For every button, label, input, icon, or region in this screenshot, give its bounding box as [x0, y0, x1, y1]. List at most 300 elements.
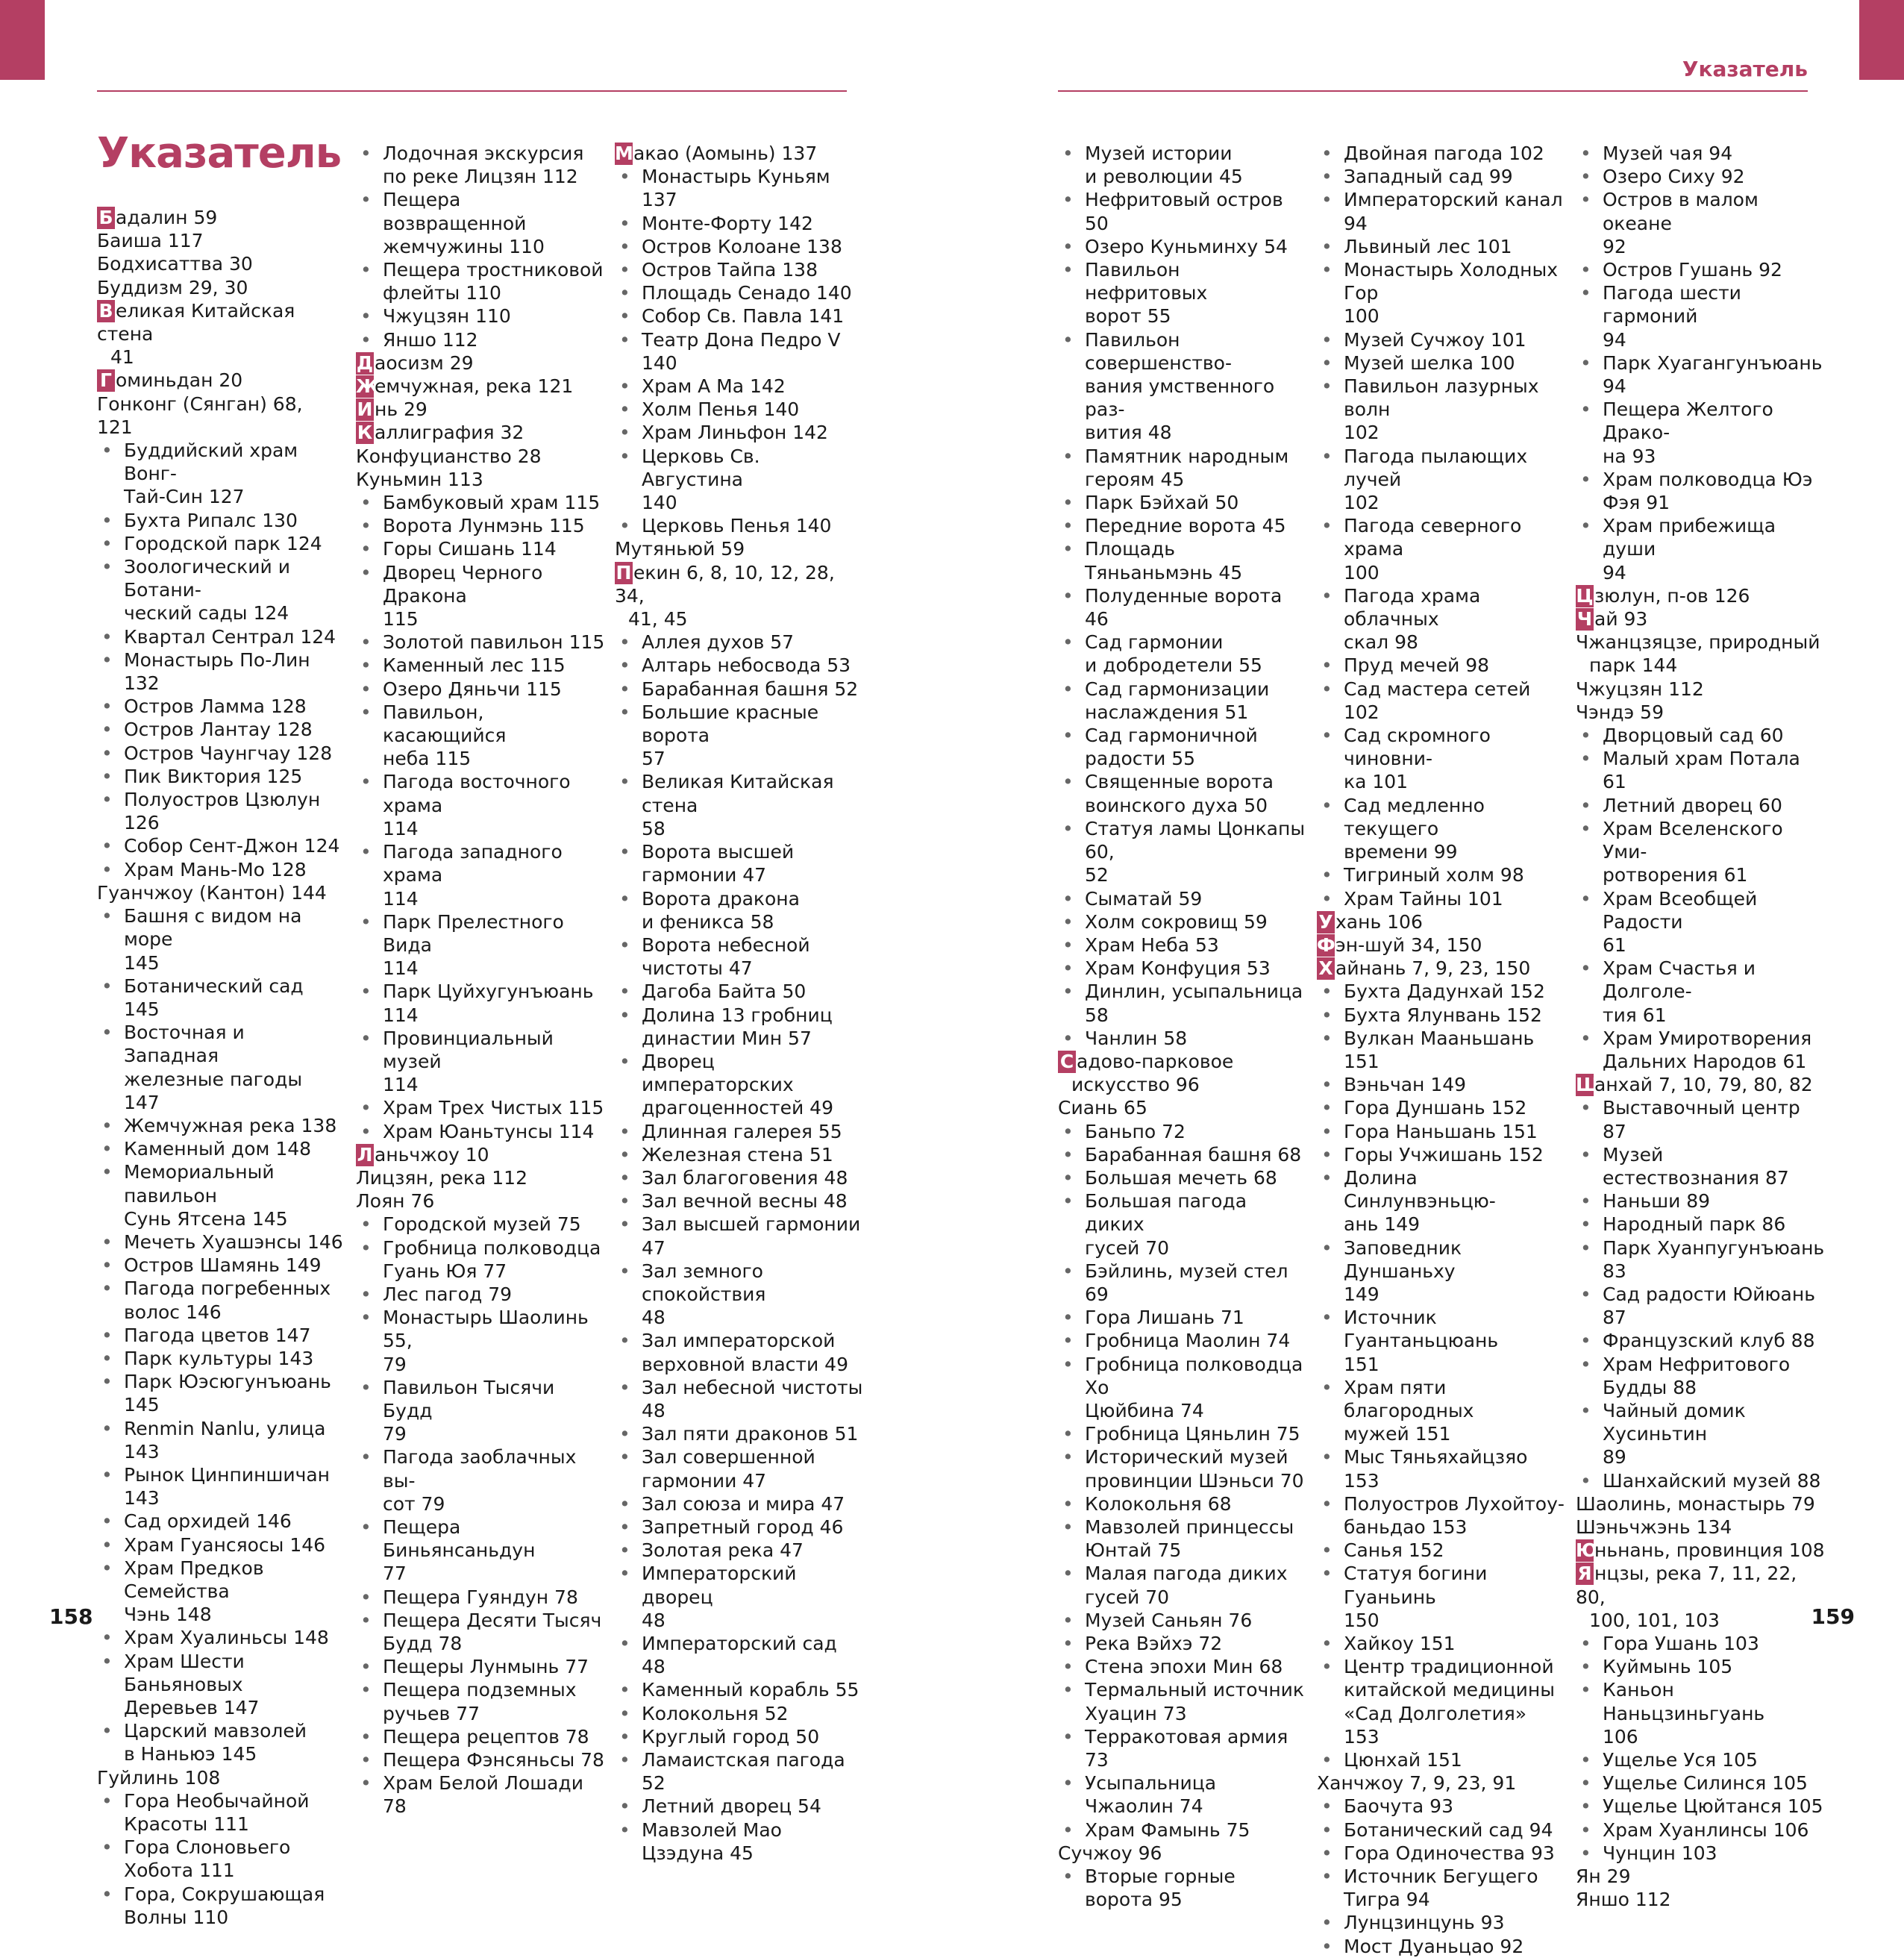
index-subentry: • Гробница полководца — [356, 1236, 606, 1260]
index-subentry: • Церковь Пенья 140 — [615, 514, 865, 537]
index-letter-entry — [1058, 1050, 1308, 1073]
index-subentry-continuation: и феникса 58 — [642, 910, 774, 933]
index-subentry-continuation: Будд 78 — [383, 1633, 463, 1654]
index-subentry-continuation: ань 149 — [1344, 1213, 1421, 1236]
index-subentry: • Озеро Сиху 92 — [1576, 165, 1826, 188]
index-subentry-continuation: 149 — [1344, 1283, 1380, 1305]
index-subentry-continuation: 52 — [1085, 864, 1109, 886]
index-letter-entry — [1317, 957, 1567, 980]
index-subentry-continuation: ворот 55 — [1085, 305, 1171, 328]
index-entry: Баиша 117 — [97, 230, 204, 252]
index-subentry: • Пагода заоблачных вы- — [356, 1445, 606, 1492]
index-subentry: • Собор Св. Павла 141 — [615, 304, 865, 328]
index-subentry: • Павильон, касающийся — [356, 701, 606, 747]
index-subentry: • Пещера Желтого Драко- — [1576, 398, 1826, 444]
index-subentry-continuation: гармонии 47 — [642, 1469, 767, 1492]
index-subentry: • Горы Учжишань 152 — [1317, 1143, 1567, 1166]
index-subentry: • Храм Мань-Мо 128 — [97, 858, 343, 881]
index-subentry-continuation: 77 — [383, 1563, 407, 1585]
entry-text: ай 93 — [1594, 608, 1648, 631]
index-subentry: • Жемчужная река 138 — [97, 1114, 343, 1137]
index-subentry-continuation: вития 48 — [1085, 422, 1172, 444]
section-letter: Б — [97, 207, 115, 229]
index-subentry: • Малая пагода диких — [1058, 1562, 1308, 1585]
index-entry-continuation: 41 — [110, 346, 134, 369]
index-subentry: • Сад радости Юйюань 87 — [1576, 1283, 1826, 1329]
index-subentry: • Статуя ламы Цонкапы 60, — [1058, 817, 1308, 863]
index-subentry: • Пещера Десяти Тысяч — [356, 1609, 606, 1632]
index-subentry: • Провинциальный музей — [356, 1027, 606, 1073]
index-subentry: • Императорский канал 94 — [1317, 188, 1567, 234]
index-entry: Гонконг (Сянган) 68, 121 — [97, 392, 303, 438]
index-subentry: • Бухта Дадунхай 152 — [1317, 980, 1567, 1003]
index-subentry-continuation: героям 45 — [1085, 468, 1185, 490]
index-subentry: • Ворота Лунмэнь 115 — [356, 514, 606, 537]
left-thumb-tab — [0, 0, 45, 80]
index-entry: Мутяньюй 59 — [615, 538, 745, 560]
index-entry-continuation: парк 144 — [1589, 654, 1678, 677]
index-subentry: • Сад гармоничной — [1058, 724, 1308, 747]
index-subentry-continuation: Хобота 111 — [124, 1860, 235, 1882]
index-subentry: • Рынок Цинпиншичан 143 — [97, 1463, 343, 1510]
index-subentry: • Пагода храма облачных — [1317, 584, 1567, 631]
index-subentry: • Монастырь По-Лин 132 — [97, 648, 343, 695]
index-subentry: • Дворец Черного Дракона — [356, 561, 606, 607]
index-subentry: • Парк Хуанпугунъюань 83 — [1576, 1236, 1826, 1283]
index-letter-entry — [1317, 933, 1567, 957]
index-subentry: • Бамбуковый храм 115 — [356, 491, 606, 514]
entry-text: аллиграфия 32 — [375, 422, 524, 444]
index-subentry-continuation: 48 — [642, 1609, 666, 1631]
index-subentry: • Озеро Дяньчи 115 — [356, 678, 606, 701]
index-subentry: • Остров Шамянь 149 — [97, 1254, 343, 1277]
index-subentry: • Парк Прелестного Вида — [356, 910, 606, 957]
index-subentry: • Музей шелка 100 — [1317, 351, 1567, 375]
index-subentry-continuation: ческий сады 124 — [124, 602, 289, 625]
index-subentry: • Терракотовая армия 73 — [1058, 1725, 1308, 1771]
index-subentry: • Императорский дворец — [615, 1562, 865, 1608]
index-subentry: • Церковь Св. Августина — [615, 445, 865, 491]
index-subentry-continuation: 92 — [1603, 235, 1626, 257]
index-subentry-continuation: Фэя 91 — [1603, 492, 1670, 514]
index-subentry: • Мавзолей принцессы — [1058, 1516, 1308, 1539]
section-letter: Ю — [1576, 1539, 1598, 1562]
index-column-3 — [615, 142, 865, 1865]
index-entry: Конфуцианство 28 — [356, 445, 542, 467]
index-subentry: • Дворцовый сад 60 — [1576, 724, 1826, 747]
index-subentry: • Гора Лишань 71 — [1058, 1306, 1308, 1329]
index-subentry: • Зоологический и Ботани- — [97, 555, 343, 601]
index-entry: Ханчжоу 7, 9, 23, 91 — [1317, 1772, 1517, 1795]
section-letter: Д — [356, 351, 374, 374]
index-subentry: • Храм Тайны 101 — [1317, 887, 1567, 910]
section-letter: Л — [357, 1143, 373, 1166]
index-subentry: • Пещера возвращенной — [356, 188, 606, 234]
entry-text: аньчжоу 10 — [375, 1143, 489, 1166]
index-letter-entry — [356, 1143, 606, 1166]
index-subentry: • Пагода восточного храма — [356, 770, 606, 816]
index-subentry: • Сад медленно текущего — [1317, 794, 1567, 840]
index-subentry-continuation: Гуань Юя 77 — [383, 1260, 507, 1282]
right-header-rule — [1058, 90, 1808, 92]
index-subentry: • Мечеть Хуашэнсы 146 — [97, 1230, 343, 1254]
entry-text: нцзы, река 7, 11, 22, 80, — [1576, 1563, 1797, 1608]
index-subentry: • Храм А Ма 142 — [615, 375, 865, 398]
index-subentry: • Статуя богини Гуаньинь — [1317, 1562, 1567, 1608]
index-letter-entry — [97, 299, 343, 345]
index-subentry: • Храм Вселенского Уми- — [1576, 817, 1826, 863]
index-subentry-continuation: верховной власти 49 — [642, 1353, 848, 1375]
index-subentry-continuation: Красоты 111 — [124, 1813, 249, 1836]
index-subentry-continuation: неба 115 — [383, 748, 472, 770]
index-subentry: • Каменный дом 148 — [97, 1137, 343, 1160]
index-subentry-continuation: по реке Лицзян 112 — [383, 166, 578, 188]
index-subentry: • Вулкан Мааньшань 151 — [1317, 1027, 1567, 1073]
index-subentry: • Пещера рецептов 78 — [356, 1725, 606, 1748]
index-subentry-continuation: воинского духа 50 — [1085, 794, 1268, 816]
index-subentry: • Ущелье Цюйтанся 105 — [1576, 1795, 1826, 1818]
index-subentry: • Железная стена 51 — [615, 1143, 865, 1166]
index-subentry: • Музей естествознания 87 — [1576, 1143, 1826, 1189]
index-subentry: • Зал высшей гармонии 47 — [615, 1213, 865, 1259]
section-letter: М — [615, 143, 633, 164]
index-subentry: • Квартал Сентрал 124 — [97, 625, 343, 648]
index-subentry: • Колокольня 68 — [1058, 1492, 1308, 1516]
index-subentry: • Павильон Тысячи Будд — [356, 1376, 606, 1422]
index-entry: Гуйлинь 108 — [97, 1766, 221, 1789]
index-entry: Сиань 65 — [1058, 1097, 1147, 1119]
index-entry: Гуанчжоу (Кантон) 144 — [97, 881, 327, 904]
section-letter: П — [616, 561, 632, 584]
index-subentry: • Остров в малом океане — [1576, 188, 1826, 234]
entry-text: анхай 7, 10, 79, 80, 82 — [1594, 1074, 1813, 1096]
entry-text: еликая Китайская стена — [97, 299, 295, 345]
index-subentry: • Храм Линьфон 142 — [615, 421, 865, 444]
index-subentry: • Бухта Рипалс 130 — [97, 509, 343, 532]
index-letter-entry — [97, 206, 343, 229]
index-subentry: • Пик Виктория 125 — [97, 765, 343, 788]
index-subentry-continuation: сот 79 — [383, 1492, 445, 1515]
index-column-2 — [356, 142, 606, 1818]
index-subentry: • Остров Чаунгчау 128 — [97, 742, 343, 765]
index-subentry: • Двойная пагода 102 — [1317, 142, 1567, 165]
index-subentry-continuation: времени 99 — [1344, 841, 1458, 863]
index-entry-continuation: 41, 45 — [628, 608, 688, 631]
index-subentry-continuation: Цзэдуна 45 — [642, 1842, 754, 1864]
index-subentry: • Храм Фамынь 75 — [1058, 1818, 1308, 1842]
index-subentry: • Гробница Маолин 74 — [1058, 1329, 1308, 1352]
index-column-5 — [1317, 142, 1567, 1958]
index-subentry: • Мост Дуаньцао 92 — [1317, 1935, 1567, 1958]
index-subentry-continuation: Хуацин 73 — [1085, 1702, 1187, 1724]
index-subentry: • Чжуцзян 110 — [356, 304, 606, 328]
index-subentry-continuation: ротворения 61 — [1603, 864, 1748, 886]
index-subentry-continuation: 94 — [1603, 328, 1626, 351]
index-subentry-continuation: флейты 110 — [383, 282, 501, 304]
index-subentry: • Бухта Ялунвань 152 — [1317, 1004, 1567, 1027]
section-letter: Я — [1576, 1563, 1594, 1585]
index-subentry: • Пещера тростниковой — [356, 258, 606, 281]
index-subentry: • Алтарь небосвода 53 — [615, 654, 865, 677]
section-letter: Х — [1317, 957, 1335, 980]
index-subentry-continuation: династии Мин 57 — [642, 1027, 812, 1049]
index-subentry: • Парк Юэсюгунъюань 145 — [97, 1370, 343, 1416]
index-subentry: • Павильон совершенство- — [1058, 328, 1308, 375]
index-subentry-continuation: 94 — [1603, 561, 1626, 584]
index-subentry-continuation: Будды 88 — [1603, 1376, 1697, 1398]
index-subentry: • Императорский сад 48 — [615, 1632, 865, 1678]
index-subentry: • Полуостров Лухойтоу- — [1317, 1492, 1567, 1516]
index-subentry-continuation: вания умственного раз- — [1085, 375, 1275, 421]
index-subentry: • Сад орхидей 146 — [97, 1510, 343, 1533]
index-subentry: • Мавзолей Мао — [615, 1818, 865, 1842]
index-subentry: • Остров Гушань 92 — [1576, 258, 1826, 281]
index-subentry: • Зал союза и мира 47 — [615, 1492, 865, 1516]
index-subentry-continuation: Юнтай 75 — [1085, 1539, 1182, 1562]
index-subentry: • Монастырь Куньям 137 — [615, 165, 865, 211]
index-subentry: • Храм Всеобщей Радости — [1576, 887, 1826, 933]
index-entry: Чэндэ 59 — [1576, 701, 1664, 723]
index-subentry-continuation: «Сад Долголетия» 153 — [1344, 1702, 1527, 1748]
index-subentry: • Пещера Биньянсаньдун — [356, 1516, 606, 1562]
index-subentry: • Зал совершенной — [615, 1445, 865, 1468]
index-subentry-continuation: 58 — [642, 817, 666, 839]
index-subentry: • Парк Бэйхай 50 — [1058, 491, 1308, 514]
index-subentry: • Яншо 112 — [356, 328, 606, 351]
index-subentry: • Парк культуры 143 — [97, 1347, 343, 1370]
entry-text: ньнань, провинция 108 — [1594, 1539, 1825, 1562]
index-subentry: • Восточная и Западная — [97, 1021, 343, 1067]
index-subentry: • Великая Китайская стена — [615, 770, 865, 816]
index-subentry: • Исторический музей — [1058, 1445, 1308, 1468]
index-letter-entry — [1576, 1562, 1826, 1608]
index-subentry: • Пагода северного храма — [1317, 514, 1567, 560]
index-subentry-continuation: Деревьев 147 — [124, 1697, 260, 1718]
index-subentry-continuation: ручьев 77 — [383, 1702, 480, 1724]
right-thumb-tab — [1859, 0, 1904, 80]
index-subentry-continuation: 61 — [1603, 933, 1626, 956]
index-subentry: • Храм пяти благородных — [1317, 1376, 1567, 1422]
index-entry-continuation: 100, 101, 103 — [1589, 1609, 1720, 1631]
index-subentry: • Лунцзинцунь 93 — [1317, 1911, 1567, 1934]
index-subentry-continuation: 151 — [1344, 1353, 1380, 1375]
index-subentry-continuation: и добродетели 55 — [1085, 654, 1262, 677]
section-letter: Ш — [1576, 1074, 1599, 1096]
index-subentry: • Золотой павильон 115 — [356, 631, 606, 654]
index-subentry: • Сад скромного чиновни- — [1317, 724, 1567, 770]
entry-text: акао (Аомынь) 137 — [633, 143, 818, 164]
index-subentry: • Колокольня 52 — [615, 1702, 865, 1725]
index-letter-entry — [1576, 584, 1826, 607]
index-entry: Бодхисаттва 30 — [97, 253, 253, 275]
entry-text: екин 6, 8, 10, 12, 28, 34, — [615, 561, 835, 607]
index-letter-entry — [356, 398, 606, 421]
index-subentry: • Остров Лантау 128 — [97, 718, 343, 741]
index-subentry-continuation: волос 146 — [124, 1301, 222, 1323]
index-column-1 — [97, 206, 343, 1929]
index-subentry: • Ворота высшей — [615, 840, 865, 863]
index-subentry: • Музей Сучжоу 101 — [1317, 328, 1567, 351]
index-subentry: • Театр Дона Педро V 140 — [615, 328, 865, 375]
index-subentry: • Храм Хуалиньсы 148 — [97, 1626, 343, 1649]
index-subentry: • Наньши 89 — [1576, 1189, 1826, 1213]
index-subentry: • Пагода цветов 147 — [97, 1324, 343, 1347]
index-subentry-continuation: в Наньюэ 145 — [124, 1743, 257, 1765]
index-subentry: • Баньпо 72 — [1058, 1120, 1308, 1143]
index-subentry: • Музей чая 94 — [1576, 142, 1826, 165]
index-subentry: • Каменный лес 115 — [356, 654, 606, 677]
index-subentry: • Храм Гуансяосы 146 — [97, 1533, 343, 1557]
index-subentry: • Ламаистская пагода 52 — [615, 1748, 865, 1795]
index-subentry: • Монастырь Холодных Гор — [1317, 258, 1567, 304]
index-subentry: • Лодочная экскурсия — [356, 142, 606, 165]
section-letter: Г — [97, 369, 115, 392]
index-subentry: • Ворота дракона — [615, 887, 865, 910]
index-letter-entry — [97, 369, 343, 392]
section-letter: Ф — [1317, 933, 1335, 956]
section-letter: В — [97, 300, 115, 322]
index-subentry: • Храм Умиротворения — [1576, 1027, 1826, 1050]
index-subentry: • Каньон Наньцзиньгуань — [1576, 1678, 1826, 1724]
index-subentry-continuation: и революции 45 — [1085, 166, 1243, 188]
index-subentry: • Барабанная башня 52 — [615, 678, 865, 701]
index-subentry-continuation: 100 — [1344, 305, 1380, 328]
index-subentry-continuation: 57 — [642, 748, 666, 770]
index-subentry: • Цюнхай 151 — [1317, 1748, 1567, 1771]
index-letter-entry — [356, 375, 606, 398]
index-subentry: • Парк Цуйхугунъюань 114 — [356, 980, 606, 1026]
index-subentry: • Ворота небесной — [615, 933, 865, 957]
index-entry: Шэньчжэнь 134 — [1576, 1516, 1732, 1538]
entry-text: айнань 7, 9, 23, 150 — [1335, 957, 1531, 980]
index-entry: Сучжоу 96 — [1058, 1842, 1162, 1864]
index-subentry-continuation: провинции Шэньси 70 — [1085, 1469, 1304, 1492]
index-subentry: • Музей истории — [1058, 142, 1308, 165]
index-subentry: • Малый храм Потала 61 — [1576, 747, 1826, 793]
entry-text: емчужная, река 121 — [375, 375, 574, 398]
index-subentry: • Павильон нефритовых — [1058, 258, 1308, 304]
index-subentry-continuation: Сунь Ятсена 145 — [124, 1207, 288, 1230]
index-subentry-continuation: Чэнь 148 — [124, 1604, 212, 1626]
index-subentry: • Передние ворота 45 — [1058, 514, 1308, 537]
index-subentry: • Мемориальный павильон — [97, 1160, 343, 1207]
index-subentry: • Большие красные ворота — [615, 701, 865, 747]
index-subentry-continuation: 106 — [1603, 1725, 1638, 1748]
index-subentry: • Санья 152 — [1317, 1539, 1567, 1562]
index-subentry-continuation: драгоценностей 49 — [642, 1097, 833, 1119]
index-letter-entry — [1576, 1539, 1826, 1562]
index-subentry-continuation: 114 — [383, 887, 419, 910]
index-subentry-continuation: Тай-Син 127 — [124, 486, 245, 508]
index-subentry: • Пагода шести гармоний — [1576, 281, 1826, 328]
index-subentry: • Башня с видом на море — [97, 904, 343, 951]
index-subentry: • Вторые горные ворота 95 — [1058, 1865, 1308, 1911]
index-subentry: • Храм полководца Юэ — [1576, 468, 1826, 491]
index-subentry-continuation: железные пагоды 147 — [124, 1068, 303, 1113]
index-subentry: • Источник Бегущего — [1317, 1865, 1567, 1888]
index-subentry-continuation: 100 — [1344, 561, 1380, 584]
index-subentry: • Лес пагод 79 — [356, 1283, 606, 1306]
entry-text: зюлун, п-ов 126 — [1594, 584, 1750, 607]
index-subentry: • Дагоба Байта 50 — [615, 980, 865, 1003]
index-subentry: • Храм Хуанлинсы 106 — [1576, 1818, 1826, 1842]
index-subentry-continuation: 150 — [1344, 1609, 1380, 1631]
index-subentry: • Заповедник Дуншаньху — [1317, 1236, 1567, 1283]
index-subentry-continuation: 48 — [642, 1307, 666, 1329]
index-subentry: • Холм сокровищ 59 — [1058, 910, 1308, 933]
index-subentry: • Пещера Гуяндун 78 — [356, 1586, 606, 1609]
section-letter: С — [1058, 1051, 1076, 1073]
index-subentry: • Храм Шести Баньяновых — [97, 1650, 343, 1696]
index-subentry: • Чанлин 58 — [1058, 1027, 1308, 1050]
index-subentry: • Народный парк 86 — [1576, 1213, 1826, 1236]
entry-text: адалин 59 — [116, 207, 218, 228]
index-subentry: • Зал императорской — [615, 1329, 865, 1352]
index-subentry-continuation: на 93 — [1603, 445, 1656, 467]
index-subentry: • Динлин, усыпальница 58 — [1058, 980, 1308, 1026]
entry-text: нь 29 — [375, 398, 428, 421]
index-subentry-continuation: китайской медицины — [1344, 1679, 1555, 1701]
index-subentry: • Парк Хуагангунъюань 94 — [1576, 351, 1826, 398]
index-subentry-continuation: 114 — [383, 957, 419, 980]
index-subentry-continuation: 145 — [124, 951, 160, 974]
index-entry: Шаолинь, монастырь 79 — [1576, 1492, 1815, 1515]
index-subentry: • Памятник народным — [1058, 445, 1308, 468]
index-subentry: • Хайкоу 151 — [1317, 1632, 1567, 1655]
page-title: Указатель — [97, 129, 342, 178]
index-subentry: • Полуостров Цзюлун 126 — [97, 788, 343, 834]
index-subentry: • Большая пагода диких — [1058, 1189, 1308, 1236]
index-subentry: • Пагода пылающих лучей — [1317, 445, 1567, 491]
section-letter: Ж — [356, 375, 379, 398]
index-subentry: • Львиный лес 101 — [1317, 235, 1567, 258]
index-entry: Лицзян, река 112 — [356, 1166, 527, 1189]
index-subentry-continuation: 140 — [642, 492, 677, 514]
index-subentry: • Ботанический сад 94 — [1317, 1818, 1567, 1842]
index-subentry: • Буддийский храм Вонг- — [97, 439, 343, 485]
index-subentry: • Храм Предков Семейства — [97, 1557, 343, 1603]
index-subentry: • Городской музей 75 — [356, 1213, 606, 1236]
index-subentry: • Зал земного спокойствия — [615, 1260, 865, 1306]
index-subentry-continuation: гусей 70 — [1085, 1586, 1170, 1608]
section-letter: Ч — [1576, 608, 1593, 631]
index-subentry-continuation: жемчужины 110 — [383, 235, 545, 257]
index-subentry: • Renmin Nanlu, улица 143 — [97, 1417, 343, 1463]
index-subentry-continuation: баньдао 153 — [1344, 1516, 1468, 1538]
index-subentry: • Пещера подземных — [356, 1678, 606, 1701]
index-subentry: • Нефритовый остров 50 — [1058, 188, 1308, 234]
index-subentry: • Круглый город 50 — [615, 1725, 865, 1748]
index-entry: Яншо 112 — [1576, 1889, 1671, 1911]
index-subentry: • Баочута 93 — [1317, 1795, 1567, 1818]
index-subentry: • Чунцин 103 — [1576, 1842, 1826, 1865]
index-subentry-continuation: 114 — [383, 817, 419, 839]
index-subentry: • Храм Счастья и Долголе- — [1576, 957, 1826, 1003]
index-subentry: • Храм Юаньтунсы 114 — [356, 1120, 606, 1143]
index-entry: Чжанцзяцзе, природный — [1576, 631, 1820, 654]
index-subentry-continuation: наслаждения 51 — [1085, 701, 1249, 723]
index-subentry: • Река Вэйхэ 72 — [1058, 1632, 1308, 1655]
index-subentry-continuation: 102 — [1344, 492, 1380, 514]
index-subentry: • Выставочный центр 87 — [1576, 1096, 1826, 1142]
index-subentry: • Гробница полководца Хо — [1058, 1353, 1308, 1399]
index-subentry: • Куймынь 105 — [1576, 1655, 1826, 1678]
index-entry-continuation: искусство 96 — [1071, 1074, 1200, 1096]
index-subentry: • Остров Ламма 128 — [97, 695, 343, 718]
index-subentry: • Гробница Цяньлин 75 — [1058, 1422, 1308, 1445]
index-entry: Буддизм 29, 30 — [97, 276, 248, 298]
index-letter-entry — [1576, 607, 1826, 631]
